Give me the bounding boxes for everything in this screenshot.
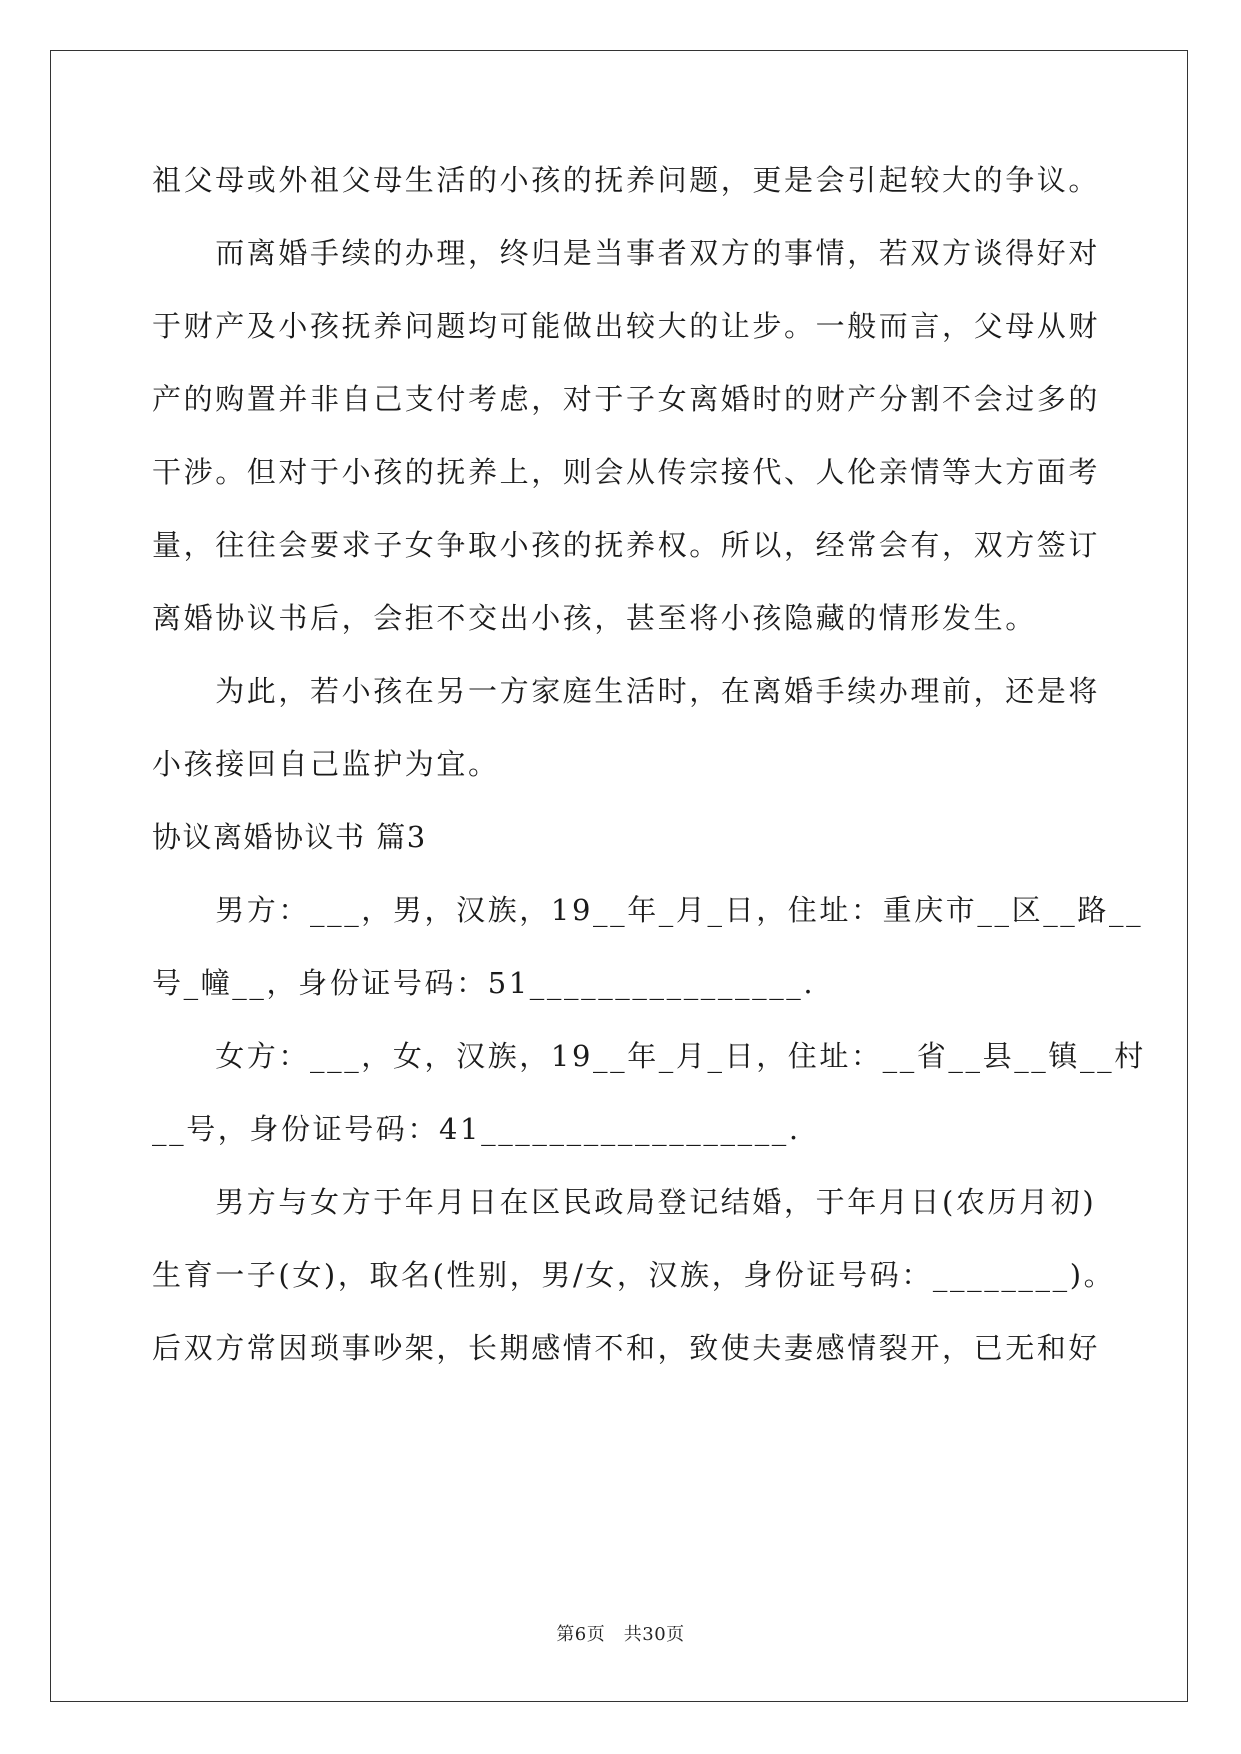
text-line: 为此，若小孩在另一方家庭生活时，在离婚手续办理前，还是将	[152, 674, 1101, 708]
text-line: 小孩接回自己监护为宜。	[152, 747, 500, 781]
page-number: 第6页 共30页	[556, 1624, 685, 1645]
text-line: 干涉。但对于小孩的抚养上，则会从传宗接代、人伦亲情等大方面考	[152, 455, 1101, 489]
text-line: 于财产及小孩抚养问题均可能做出较大的让步。一般而言，父母从财	[152, 309, 1101, 343]
text-line: 生育一子(女)，取名(性别，男/女，汉族，身份证号码：________)。	[152, 1258, 1116, 1292]
text-line: 后双方常因琐事吵架，长期感情不和，致使夫妻感情裂开，已无和好	[152, 1331, 1101, 1365]
text-line: 量，往往会要求子女争取小孩的抚养权。所以，经常会有，双方签订	[152, 528, 1101, 562]
text-line: 男方与女方于年月日在区民政局登记结婚，于年月日(农历月初)	[152, 1185, 1097, 1219]
text-line: 产的购置并非自己支付考虑，对于子女离婚时的财产分割不会过多的	[152, 382, 1101, 416]
text-line: 女方：___，女，汉族，19__年_月_日，住址：__省__县__镇__村	[152, 1039, 1146, 1073]
text-line: 而离婚手续的办理，终归是当事者双方的事情，若双方谈得好对	[152, 236, 1101, 270]
section-heading: 协议离婚协议书 篇3	[152, 820, 427, 854]
page-frame	[50, 50, 1188, 1702]
text-line: 男方：___，男，汉族，19__年_月_日，住址：重庆市__区__路__	[152, 893, 1144, 927]
text-line: 离婚协议书后，会拒不交出小孩，甚至将小孩隐藏的情形发生。	[152, 601, 1037, 635]
text-line: 祖父母或外祖父母生活的小孩的抚养问题，更是会引起较大的争议。	[152, 163, 1101, 197]
text-line: 号_幢__，身份证号码：51________________.	[152, 966, 816, 1000]
text-line: __号，身份证号码：41__________________.	[152, 1112, 801, 1146]
